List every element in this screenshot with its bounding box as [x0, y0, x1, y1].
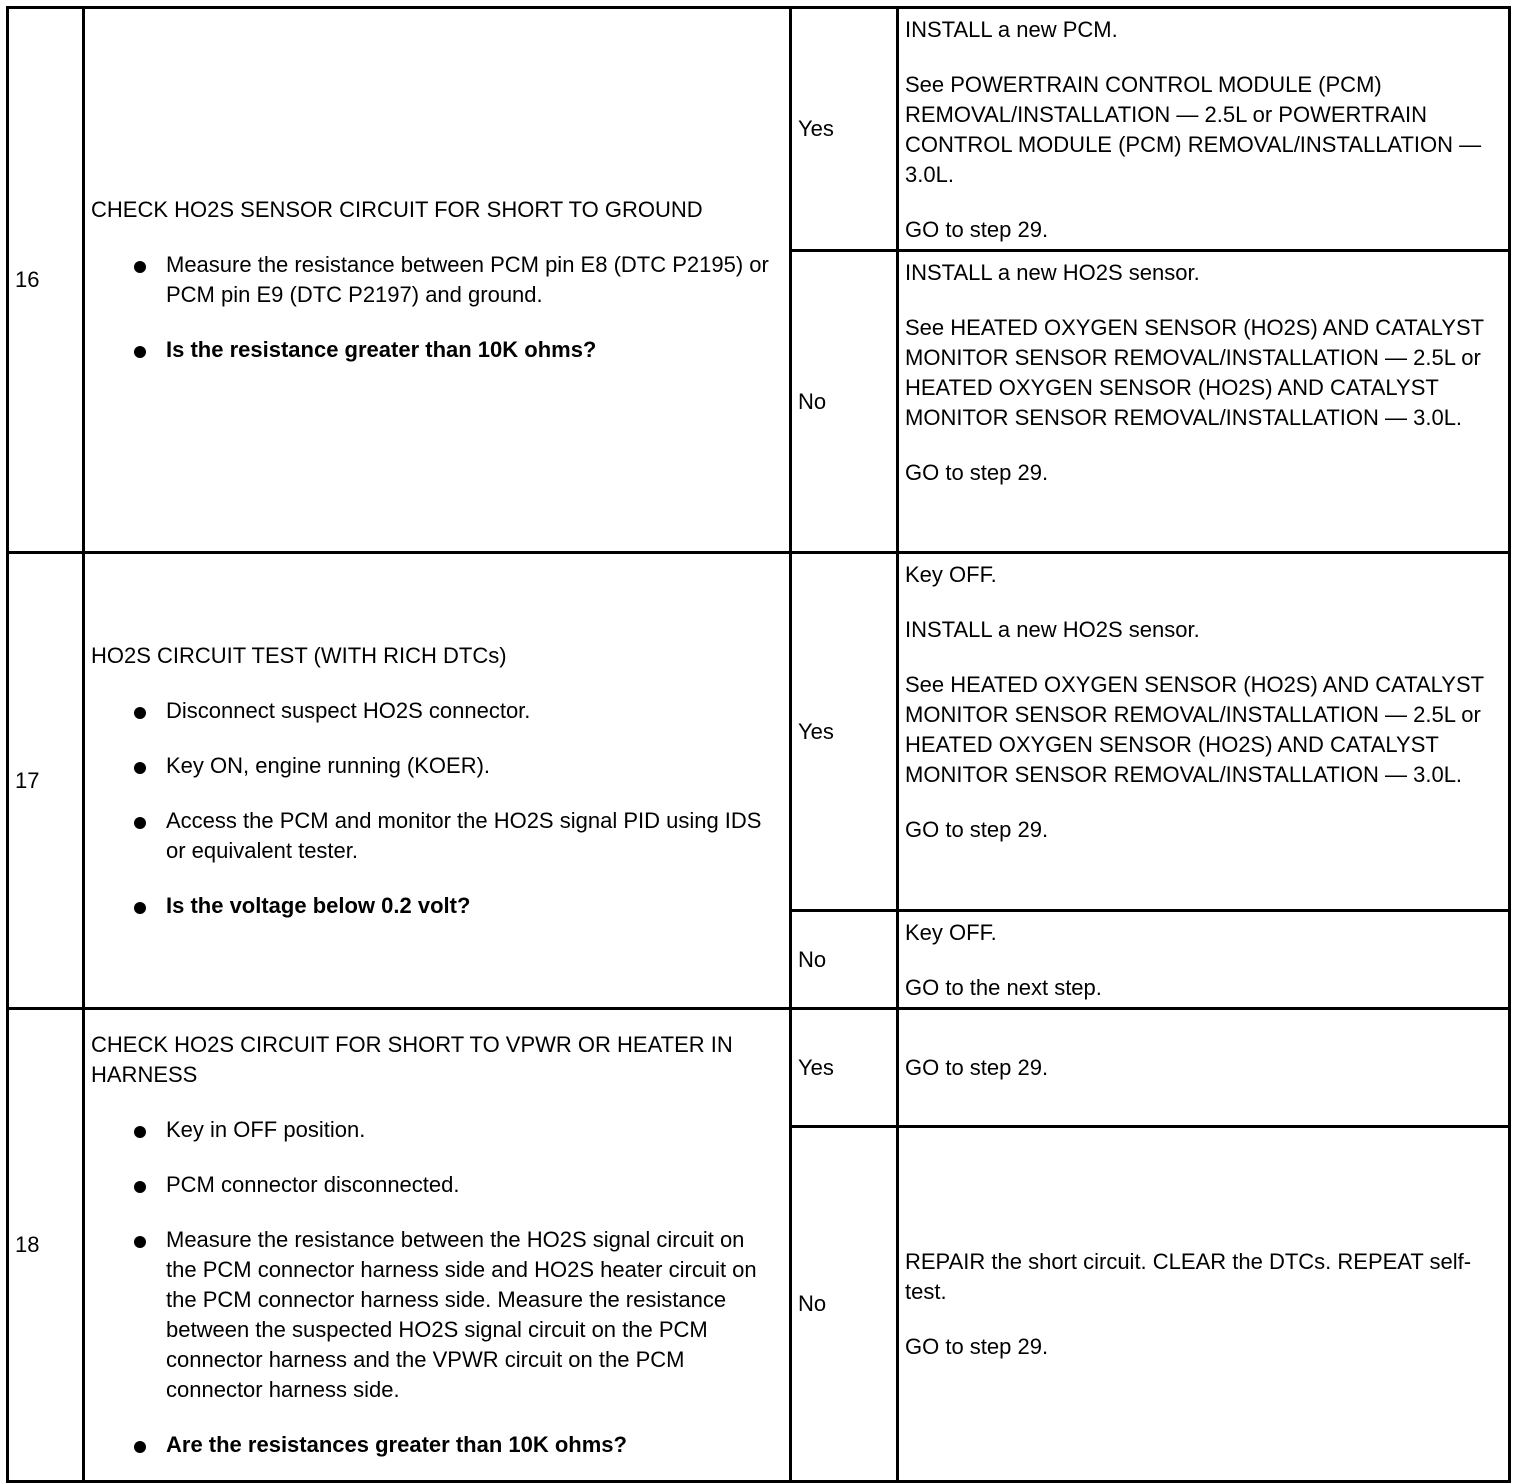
step-number: 16 [8, 8, 84, 553]
step-bullet: Measure the resistance between PCM pin E8 (DTC P2195) or PCM pin E9 (DTC P2197) and ground. [166, 250, 769, 310]
answer-yes: Yes [791, 553, 898, 911]
action-yes [898, 8, 1510, 251]
answer-yes: Yes [791, 8, 898, 251]
step-row-16-yes [8, 8, 1510, 251]
answer-no: No [791, 1127, 898, 1482]
step-title: HO2S CIRCUIT TEST (WITH RICH DTCs) [91, 642, 507, 668]
diagnostic-table [6, 6, 1511, 1483]
action-line: See HEATED OXYGEN SENSOR (HO2S) AND CATALYST MONITOR SENSOR REMOVAL/INSTALLATION — 2.5L or HEATED OXYGEN SENSOR (HO2S) AND CATALYST MONITOR SENSOR REMOVAL/INSTALLATION — 3.0L. [905, 315, 1484, 430]
action-yes [898, 1009, 1510, 1127]
step-bullet-list [91, 696, 769, 921]
step-content [84, 8, 791, 553]
step-bullet: Access the PCM and monitor the HO2S signal PID using IDS or equivalent tester. [166, 806, 769, 866]
action-no [898, 251, 1510, 553]
step-question: Is the resistance greater than 10K ohms? [166, 335, 769, 365]
step-bullet: PCM connector disconnected. [166, 1170, 769, 1200]
action-line: GO to step 29. [905, 1054, 1049, 1080]
step-bullet-list [91, 1115, 769, 1460]
step-content [84, 1009, 791, 1482]
step-number: 17 [8, 553, 84, 1009]
action-line: GO to step 29. [905, 817, 1049, 842]
action-line: See HEATED OXYGEN SENSOR (HO2S) AND CATALYST MONITOR SENSOR REMOVAL/INSTALLATION — 2.5L or HEATED OXYGEN SENSOR (HO2S) AND CATALYST MONITOR SENSOR REMOVAL/INSTALLATION — 3.0L. [905, 672, 1484, 787]
step-question: Are the resistances greater than 10K ohms? [166, 1430, 769, 1460]
action-line: GO to step 29. [905, 217, 1049, 242]
step-question: Is the voltage below 0.2 volt? [166, 891, 769, 921]
step-title: CHECK HO2S SENSOR CIRCUIT FOR SHORT TO GROUND [91, 197, 703, 222]
step-title: CHECK HO2S CIRCUIT FOR SHORT TO VPWR OR HEATER IN HARNESS [91, 1032, 733, 1087]
action-yes [898, 553, 1510, 911]
action-line: INSTALL a new HO2S sensor. [905, 260, 1200, 285]
step-bullet-list [91, 250, 769, 365]
action-line: Key OFF. [905, 920, 997, 945]
action-line: GO to step 29. [905, 460, 1049, 485]
action-line: GO to the next step. [905, 975, 1102, 1000]
action-line: See POWERTRAIN CONTROL MODULE (PCM) REMOVAL/INSTALLATION — 2.5L or POWERTRAIN CONTROL MODULE (PCM) REMOVAL/INSTALLATION — 3.0L. [905, 72, 1482, 187]
answer-no: No [791, 251, 898, 553]
action-line: INSTALL a new PCM. [905, 17, 1118, 42]
action-no [898, 911, 1510, 1009]
answer-no: No [791, 911, 898, 1009]
step-row-18-yes [8, 1009, 1510, 1127]
step-content [84, 553, 791, 1009]
action-no [898, 1127, 1510, 1482]
step-bullet: Key ON, engine running (KOER). [166, 751, 769, 781]
step-number: 18 [8, 1009, 84, 1482]
step-bullet: Measure the resistance between the HO2S signal circuit on the PCM connector harness side and HO2S heater circuit on the PCM connector harness side. Measure the resistance between the suspected HO2S signal circuit on the PCM connector harness and the VPWR circuit on the PCM connector harness side. [166, 1225, 769, 1405]
action-line: INSTALL a new HO2S sensor. [905, 617, 1200, 642]
step-bullet: Disconnect suspect HO2S connector. [166, 696, 769, 726]
step-bullet: Key in OFF position. [166, 1115, 769, 1145]
action-line: GO to step 29. [905, 1333, 1049, 1359]
action-line: REPAIR the short circuit. CLEAR the DTCs. REPEAT self-test. [905, 1248, 1472, 1304]
step-row-17-yes [8, 553, 1510, 911]
answer-yes: Yes [791, 1009, 898, 1127]
action-line: Key OFF. [905, 562, 997, 587]
